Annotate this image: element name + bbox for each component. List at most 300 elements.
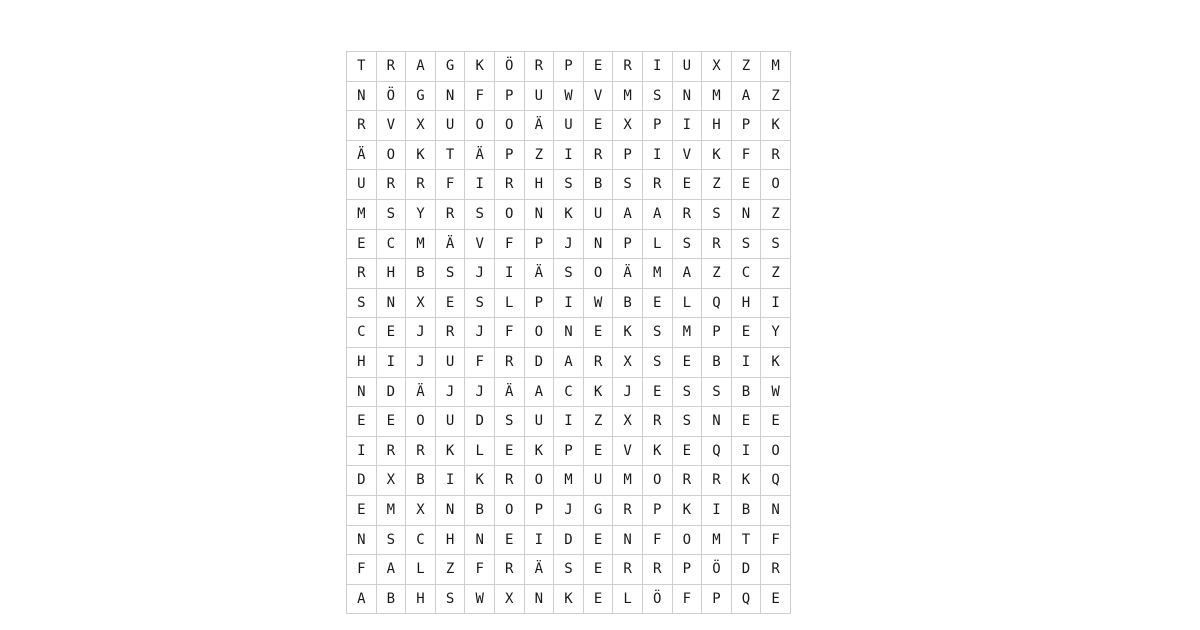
grid-cell[interactable]: P <box>554 436 584 466</box>
grid-cell[interactable]: Z <box>702 170 732 200</box>
grid-cell[interactable]: U <box>524 407 554 437</box>
grid-cell[interactable]: U <box>554 111 584 141</box>
grid-cell[interactable]: U <box>435 347 465 377</box>
grid-cell[interactable]: R <box>613 52 643 82</box>
grid-cell[interactable]: E <box>731 407 761 437</box>
grid-cell[interactable]: N <box>613 525 643 555</box>
grid-cell[interactable]: E <box>583 318 613 348</box>
grid-cell[interactable]: U <box>672 52 702 82</box>
grid-cell[interactable]: B <box>406 466 436 496</box>
grid-cell[interactable]: R <box>583 140 613 170</box>
grid-cell[interactable]: M <box>702 81 732 111</box>
grid-cell[interactable]: E <box>583 555 613 585</box>
grid-cell[interactable]: R <box>761 140 791 170</box>
grid-cell[interactable]: E <box>642 377 672 407</box>
grid-cell[interactable]: S <box>435 584 465 614</box>
grid-row <box>347 466 791 496</box>
grid-cell[interactable]: V <box>672 140 702 170</box>
grid-cell[interactable]: D <box>465 407 495 437</box>
grid-cell[interactable]: M <box>347 199 377 229</box>
grid-cell[interactable]: N <box>702 407 732 437</box>
grid-row <box>347 436 791 466</box>
grid-cell[interactable]: J <box>554 495 584 525</box>
grid-cell[interactable]: S <box>554 170 584 200</box>
grid-cell[interactable]: X <box>702 52 732 82</box>
grid-cell[interactable]: M <box>613 466 643 496</box>
grid-cell[interactable]: P <box>554 52 584 82</box>
grid-cell[interactable]: R <box>406 170 436 200</box>
grid-cell[interactable]: N <box>672 81 702 111</box>
grid-cell[interactable]: E <box>761 407 791 437</box>
grid-cell[interactable]: E <box>347 495 377 525</box>
grid-row <box>347 140 791 170</box>
grid-cell[interactable]: Z <box>761 259 791 289</box>
grid-cell[interactable]: Ä <box>524 555 554 585</box>
grid-cell[interactable]: L <box>613 584 643 614</box>
grid-cell[interactable]: M <box>702 525 732 555</box>
grid-cell[interactable]: Ä <box>406 377 436 407</box>
grid-cell[interactable]: N <box>554 318 584 348</box>
grid-cell[interactable]: S <box>554 259 584 289</box>
grid-cell[interactable]: R <box>494 170 524 200</box>
grid-cell[interactable]: I <box>554 407 584 437</box>
grid-cell[interactable]: F <box>435 170 465 200</box>
grid-cell[interactable]: S <box>465 288 495 318</box>
grid-cell[interactable]: R <box>406 436 436 466</box>
grid-cell[interactable]: P <box>702 318 732 348</box>
grid-cell[interactable]: R <box>672 199 702 229</box>
grid-cell[interactable]: Ö <box>642 584 672 614</box>
grid-cell[interactable]: N <box>347 525 377 555</box>
grid-cell[interactable]: C <box>731 259 761 289</box>
grid-cell[interactable]: X <box>613 111 643 141</box>
grid-cell[interactable]: H <box>731 288 761 318</box>
grid-cell[interactable]: F <box>672 584 702 614</box>
grid-cell[interactable]: F <box>642 525 672 555</box>
grid-cell[interactable]: H <box>702 111 732 141</box>
grid-cell[interactable]: I <box>731 347 761 377</box>
grid-cell[interactable]: I <box>554 140 584 170</box>
grid-cell[interactable]: D <box>731 555 761 585</box>
grid-cell[interactable]: P <box>524 495 554 525</box>
grid-cell[interactable]: J <box>465 377 495 407</box>
grid-cell[interactable]: Ä <box>613 259 643 289</box>
grid-cell[interactable]: F <box>494 318 524 348</box>
grid-cell[interactable]: S <box>702 377 732 407</box>
grid-cell[interactable]: S <box>465 199 495 229</box>
grid-cell[interactable]: S <box>672 229 702 259</box>
grid-row <box>347 52 791 82</box>
grid-cell[interactable]: A <box>613 199 643 229</box>
grid-cell[interactable]: I <box>761 288 791 318</box>
grid-cell[interactable]: I <box>642 52 672 82</box>
grid-cell[interactable]: P <box>731 111 761 141</box>
grid-cell[interactable]: S <box>642 81 672 111</box>
grid-cell[interactable]: A <box>376 555 406 585</box>
grid-cell[interactable]: R <box>494 347 524 377</box>
grid-cell[interactable]: D <box>347 466 377 496</box>
grid-cell[interactable]: U <box>524 81 554 111</box>
grid-cell[interactable]: E <box>435 288 465 318</box>
grid-cell[interactable]: A <box>406 52 436 82</box>
grid-cell[interactable]: A <box>524 377 554 407</box>
grid-cell[interactable]: Z <box>524 140 554 170</box>
grid-cell[interactable]: A <box>731 81 761 111</box>
grid-cell[interactable]: R <box>702 466 732 496</box>
grid-cell[interactable]: B <box>731 495 761 525</box>
grid-cell[interactable]: P <box>494 81 524 111</box>
grid-cell[interactable]: Z <box>761 81 791 111</box>
grid-cell[interactable]: A <box>672 259 702 289</box>
grid-cell[interactable]: N <box>524 199 554 229</box>
grid-cell[interactable]: R <box>347 259 377 289</box>
grid-cell[interactable]: J <box>613 377 643 407</box>
grid-cell[interactable]: R <box>376 170 406 200</box>
grid-cell[interactable]: J <box>465 259 495 289</box>
grid-cell[interactable]: R <box>376 52 406 82</box>
grid-cell[interactable]: D <box>376 377 406 407</box>
grid-cell[interactable]: R <box>761 555 791 585</box>
grid-row <box>347 377 791 407</box>
grid-cell[interactable]: K <box>613 318 643 348</box>
grid-cell[interactable]: E <box>583 111 613 141</box>
grid-cell[interactable]: R <box>376 436 406 466</box>
grid-cell[interactable]: Z <box>435 555 465 585</box>
grid-row <box>347 525 791 555</box>
grid-cell[interactable]: S <box>642 318 672 348</box>
grid-cell[interactable]: T <box>731 525 761 555</box>
grid-cell[interactable]: D <box>554 525 584 555</box>
grid-cell[interactable]: K <box>554 199 584 229</box>
grid-cell[interactable]: X <box>406 288 436 318</box>
grid-cell[interactable]: R <box>613 495 643 525</box>
grid-cell[interactable]: X <box>406 111 436 141</box>
grid-cell[interactable]: S <box>554 555 584 585</box>
grid-cell[interactable]: M <box>672 318 702 348</box>
grid-cell[interactable]: M <box>761 52 791 82</box>
grid-cell[interactable]: O <box>583 259 613 289</box>
grid-cell[interactable]: U <box>583 466 613 496</box>
grid-cell[interactable]: W <box>465 584 495 614</box>
grid-cell[interactable]: U <box>435 407 465 437</box>
grid-cell[interactable]: V <box>376 111 406 141</box>
grid-cell[interactable]: T <box>347 52 377 82</box>
grid-cell[interactable]: K <box>583 377 613 407</box>
grid-cell[interactable]: R <box>494 466 524 496</box>
grid-cell[interactable]: X <box>613 407 643 437</box>
grid-cell[interactable]: K <box>761 347 791 377</box>
grid-cell[interactable]: E <box>583 584 613 614</box>
grid-cell[interactable]: E <box>731 318 761 348</box>
grid-cell[interactable]: A <box>347 584 377 614</box>
grid-cell[interactable]: K <box>435 436 465 466</box>
grid-cell[interactable]: I <box>494 259 524 289</box>
grid-cell[interactable]: E <box>672 170 702 200</box>
grid-cell[interactable]: N <box>761 495 791 525</box>
grid-cell[interactable]: N <box>731 199 761 229</box>
grid-cell[interactable]: E <box>672 347 702 377</box>
grid-cell[interactable]: P <box>672 555 702 585</box>
grid-cell[interactable]: O <box>524 466 554 496</box>
grid-cell[interactable]: K <box>702 140 732 170</box>
grid-cell[interactable]: K <box>761 111 791 141</box>
grid-cell[interactable]: X <box>406 495 436 525</box>
grid-cell[interactable]: G <box>406 81 436 111</box>
grid-cell[interactable]: Q <box>761 466 791 496</box>
grid-cell[interactable]: O <box>761 170 791 200</box>
grid-cell[interactable]: X <box>494 584 524 614</box>
grid-cell[interactable]: N <box>583 229 613 259</box>
grid-cell[interactable]: I <box>524 525 554 555</box>
grid-cell[interactable]: I <box>554 288 584 318</box>
grid-row <box>347 347 791 377</box>
grid-cell[interactable]: E <box>583 436 613 466</box>
grid-cell[interactable]: Y <box>406 199 436 229</box>
grid-cell[interactable]: E <box>494 525 524 555</box>
grid-cell[interactable]: V <box>465 229 495 259</box>
grid-cell[interactable]: Ä <box>347 140 377 170</box>
grid-cell[interactable]: I <box>376 347 406 377</box>
grid-cell[interactable]: J <box>554 229 584 259</box>
grid-cell[interactable]: P <box>642 495 672 525</box>
grid-cell[interactable]: B <box>731 377 761 407</box>
grid-row <box>347 199 791 229</box>
grid-cell[interactable]: Q <box>731 584 761 614</box>
grid-cell[interactable]: S <box>731 229 761 259</box>
grid-cell[interactable]: R <box>613 555 643 585</box>
grid-cell[interactable]: Ä <box>435 229 465 259</box>
grid-cell[interactable]: R <box>435 318 465 348</box>
grid-cell[interactable]: Z <box>702 259 732 289</box>
grid-cell[interactable]: N <box>435 495 465 525</box>
grid-cell[interactable]: M <box>406 229 436 259</box>
grid-cell[interactable]: B <box>406 259 436 289</box>
grid-cell[interactable]: R <box>702 229 732 259</box>
grid-cell[interactable]: S <box>435 259 465 289</box>
grid-cell[interactable]: A <box>642 199 672 229</box>
grid-cell[interactable]: F <box>731 140 761 170</box>
grid-cell[interactable]: L <box>406 555 436 585</box>
grid-cell[interactable]: S <box>672 377 702 407</box>
grid-cell[interactable]: E <box>672 436 702 466</box>
grid-cell[interactable]: S <box>613 170 643 200</box>
grid-cell[interactable]: E <box>583 52 613 82</box>
grid-cell[interactable]: E <box>494 436 524 466</box>
grid-cell[interactable]: C <box>554 377 584 407</box>
grid-cell[interactable]: H <box>347 347 377 377</box>
grid-cell[interactable]: S <box>642 347 672 377</box>
grid-cell[interactable]: S <box>494 407 524 437</box>
grid-cell[interactable]: J <box>406 347 436 377</box>
grid-row <box>347 81 791 111</box>
grid-cell[interactable]: N <box>347 81 377 111</box>
grid-cell[interactable]: V <box>613 436 643 466</box>
grid-cell[interactable]: I <box>702 495 732 525</box>
grid-cell[interactable]: V <box>583 81 613 111</box>
grid-cell[interactable]: S <box>376 199 406 229</box>
grid-cell[interactable]: Z <box>731 52 761 82</box>
grid-cell[interactable]: K <box>731 466 761 496</box>
grid-cell[interactable]: U <box>347 170 377 200</box>
grid-cell[interactable]: L <box>494 288 524 318</box>
grid-row <box>347 407 791 437</box>
grid-cell[interactable]: J <box>465 318 495 348</box>
grid-cell[interactable]: O <box>494 199 524 229</box>
grid-cell[interactable]: J <box>406 318 436 348</box>
grid-cell[interactable]: C <box>376 229 406 259</box>
grid-cell[interactable]: C <box>406 525 436 555</box>
grid-cell[interactable]: K <box>406 140 436 170</box>
grid-cell[interactable]: R <box>672 466 702 496</box>
grid-cell[interactable]: I <box>435 466 465 496</box>
grid-cell[interactable]: W <box>761 377 791 407</box>
word-search-grid-container <box>346 51 791 614</box>
grid-cell[interactable]: Ä <box>494 377 524 407</box>
grid-cell[interactable]: I <box>642 140 672 170</box>
grid-cell[interactable]: O <box>524 318 554 348</box>
grid-cell[interactable]: S <box>347 288 377 318</box>
grid-cell[interactable]: G <box>435 52 465 82</box>
grid-cell[interactable]: H <box>435 525 465 555</box>
grid-cell[interactable]: K <box>642 436 672 466</box>
grid-cell[interactable]: R <box>494 555 524 585</box>
grid-cell[interactable]: E <box>347 229 377 259</box>
grid-cell[interactable]: K <box>465 466 495 496</box>
grid-cell[interactable]: E <box>731 170 761 200</box>
grid-cell[interactable]: D <box>524 347 554 377</box>
grid-cell[interactable]: N <box>435 81 465 111</box>
grid-cell[interactable]: K <box>554 584 584 614</box>
grid-cell[interactable]: R <box>642 407 672 437</box>
grid-cell[interactable]: P <box>524 288 554 318</box>
grid-cell[interactable]: N <box>376 288 406 318</box>
grid-cell[interactable]: Q <box>702 288 732 318</box>
grid-cell[interactable]: R <box>583 347 613 377</box>
grid-cell[interactable]: S <box>702 199 732 229</box>
grid-cell[interactable]: K <box>465 52 495 82</box>
grid-cell[interactable]: O <box>672 525 702 555</box>
grid-cell[interactable]: R <box>347 111 377 141</box>
grid-cell[interactable]: E <box>761 584 791 614</box>
grid-cell[interactable]: M <box>642 259 672 289</box>
grid-cell[interactable]: E <box>347 407 377 437</box>
grid-cell[interactable]: Q <box>702 436 732 466</box>
grid-cell[interactable]: G <box>583 495 613 525</box>
grid-cell[interactable]: F <box>494 229 524 259</box>
grid-cell[interactable]: Y <box>761 318 791 348</box>
grid-cell[interactable]: F <box>465 81 495 111</box>
grid-cell[interactable]: S <box>672 407 702 437</box>
grid-cell[interactable]: S <box>376 525 406 555</box>
grid-cell[interactable]: N <box>524 584 554 614</box>
grid-cell[interactable]: B <box>465 495 495 525</box>
grid-cell[interactable]: E <box>376 318 406 348</box>
grid-cell[interactable]: K <box>672 495 702 525</box>
grid-cell[interactable]: F <box>465 555 495 585</box>
grid-cell[interactable]: Ä <box>524 111 554 141</box>
grid-row <box>347 318 791 348</box>
grid-cell[interactable]: X <box>613 347 643 377</box>
grid-cell[interactable]: B <box>583 170 613 200</box>
grid-cell[interactable]: R <box>524 52 554 82</box>
grid-cell[interactable]: B <box>613 288 643 318</box>
grid-cell[interactable]: F <box>465 347 495 377</box>
grid-cell[interactable]: I <box>465 170 495 200</box>
grid-body <box>347 52 791 614</box>
grid-cell[interactable]: O <box>376 140 406 170</box>
grid-cell[interactable]: P <box>494 140 524 170</box>
grid-cell[interactable]: E <box>376 407 406 437</box>
grid-cell[interactable]: U <box>583 199 613 229</box>
grid-cell[interactable]: P <box>702 584 732 614</box>
grid-cell[interactable]: H <box>524 170 554 200</box>
grid-cell[interactable]: O <box>494 495 524 525</box>
grid-cell[interactable]: F <box>347 555 377 585</box>
grid-cell[interactable]: M <box>554 466 584 496</box>
grid-cell[interactable]: L <box>642 229 672 259</box>
grid-cell[interactable]: I <box>347 436 377 466</box>
grid-row <box>347 288 791 318</box>
grid-cell[interactable]: O <box>406 407 436 437</box>
grid-cell[interactable]: R <box>642 170 672 200</box>
grid-cell[interactable]: P <box>613 140 643 170</box>
grid-cell[interactable]: U <box>435 111 465 141</box>
grid-cell[interactable]: I <box>731 436 761 466</box>
grid-cell[interactable]: Ä <box>524 259 554 289</box>
grid-cell[interactable]: B <box>376 584 406 614</box>
grid-cell[interactable]: K <box>524 436 554 466</box>
grid-cell[interactable]: S <box>761 229 791 259</box>
grid-cell[interactable]: Z <box>761 199 791 229</box>
grid-cell[interactable]: Z <box>583 407 613 437</box>
grid-cell[interactable]: J <box>435 377 465 407</box>
grid-cell[interactable]: R <box>642 555 672 585</box>
grid-cell[interactable]: T <box>435 140 465 170</box>
grid-cell[interactable]: H <box>376 259 406 289</box>
grid-cell[interactable]: O <box>465 111 495 141</box>
grid-cell[interactable]: B <box>702 347 732 377</box>
grid-cell[interactable]: Ä <box>465 140 495 170</box>
grid-cell[interactable]: R <box>435 199 465 229</box>
word-search-grid <box>346 51 791 614</box>
grid-cell[interactable]: M <box>613 81 643 111</box>
grid-cell[interactable]: N <box>465 525 495 555</box>
grid-cell[interactable]: E <box>583 525 613 555</box>
grid-cell[interactable]: M <box>376 495 406 525</box>
grid-cell[interactable]: P <box>524 229 554 259</box>
grid-cell[interactable]: I <box>672 111 702 141</box>
grid-cell[interactable]: W <box>554 81 584 111</box>
grid-cell[interactable]: L <box>465 436 495 466</box>
grid-cell[interactable]: O <box>761 436 791 466</box>
grid-cell[interactable]: E <box>642 288 672 318</box>
grid-cell[interactable]: P <box>613 229 643 259</box>
grid-cell[interactable]: F <box>761 525 791 555</box>
grid-cell[interactable]: P <box>642 111 672 141</box>
grid-cell[interactable]: Ö <box>702 555 732 585</box>
grid-cell[interactable]: X <box>376 466 406 496</box>
grid-cell[interactable]: N <box>347 377 377 407</box>
grid-cell[interactable]: W <box>583 288 613 318</box>
grid-cell[interactable]: H <box>406 584 436 614</box>
grid-cell[interactable]: L <box>672 288 702 318</box>
grid-cell[interactable]: O <box>494 111 524 141</box>
grid-cell[interactable]: A <box>554 347 584 377</box>
grid-cell[interactable]: Ö <box>376 81 406 111</box>
grid-cell[interactable]: C <box>347 318 377 348</box>
grid-cell[interactable]: O <box>642 466 672 496</box>
grid-cell[interactable]: Ö <box>494 52 524 82</box>
